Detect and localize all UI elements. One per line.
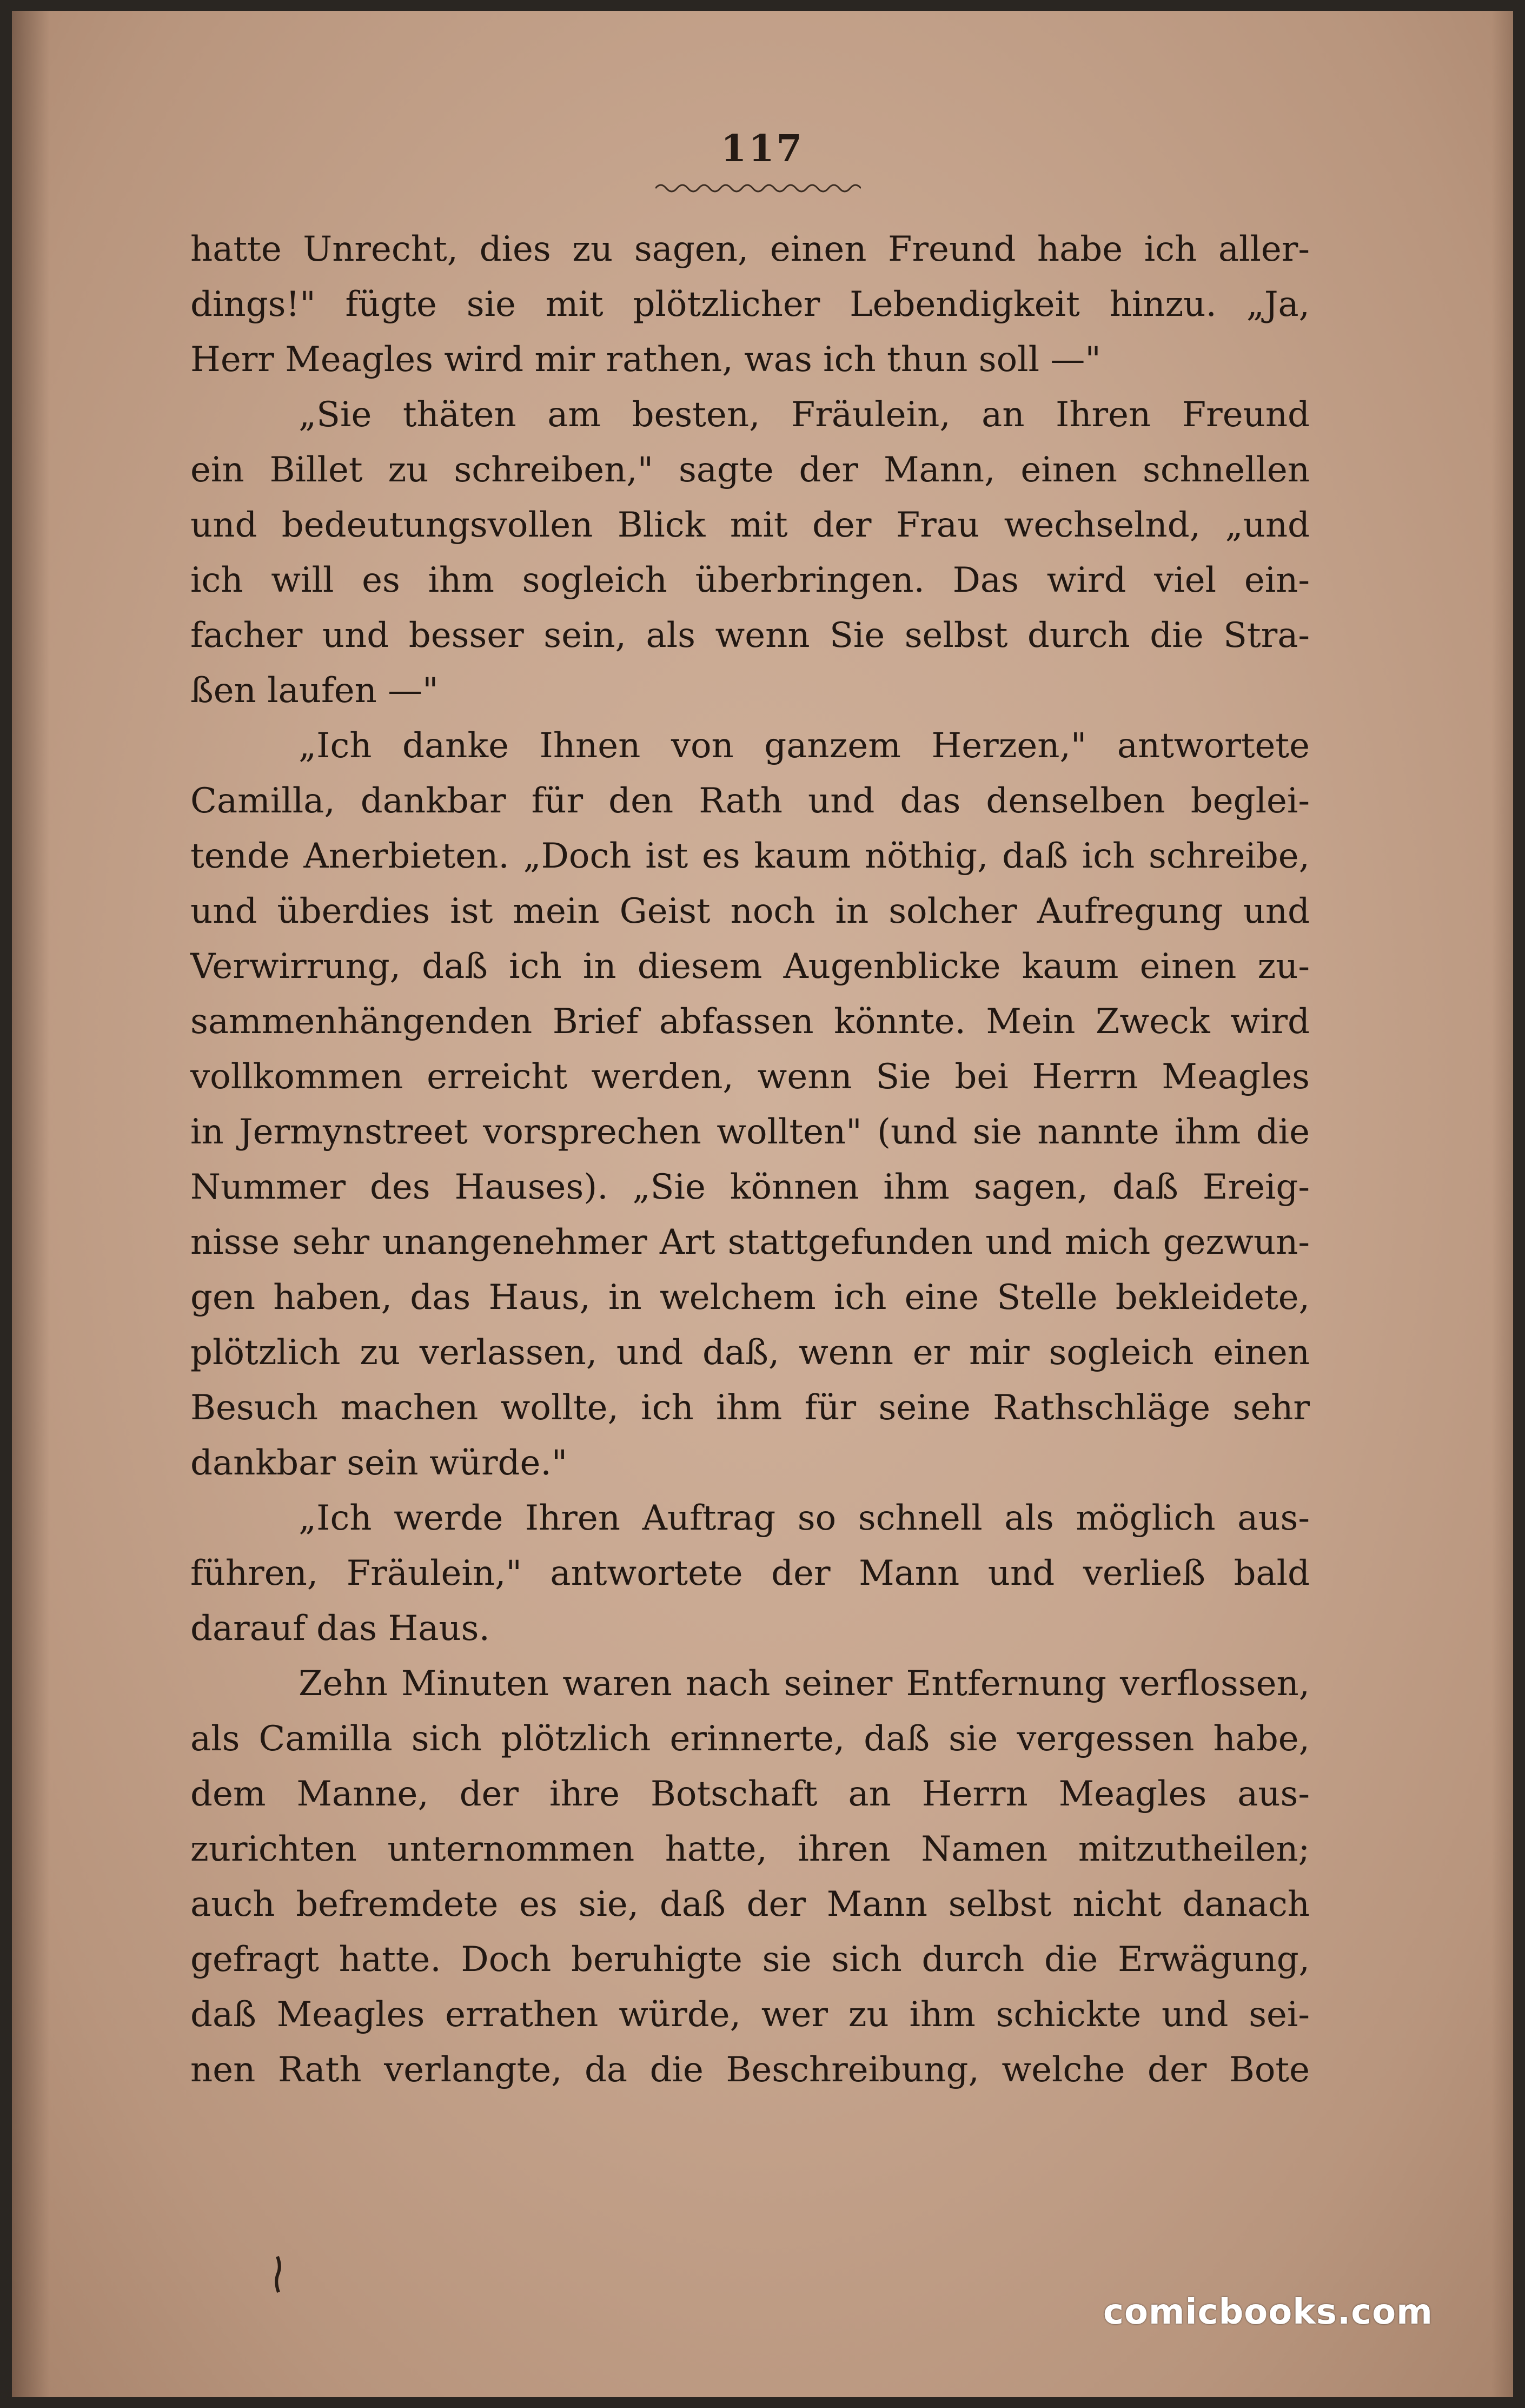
text-line: darauf das Haus. xyxy=(190,1609,490,1649)
text-line: ßen laufen —" xyxy=(190,671,439,711)
text-line: nisse sehr unangenehmer Art stattgefunden und mich gezwun- xyxy=(190,1222,1310,1262)
text-line: daß Meagles errathen würde, wer zu ihm schickte und sei- xyxy=(190,1995,1310,2035)
text-line: dem Manne, der ihre Botschaft an Herrn Meagles aus- xyxy=(190,1774,1310,1814)
text-line: Verwirrung, daß ich in diesem Augenblicke kaum einen zu- xyxy=(190,947,1310,987)
text-line: „Ich danke Ihnen von ganzem Herzen," antwortete xyxy=(299,726,1310,766)
text-line: „Sie thäten am besten, Fräulein, an Ihren Freund xyxy=(299,395,1310,435)
text-line: Nummer des Hauses). „Sie können ihm sagen, daß Ereig- xyxy=(190,1167,1310,1207)
text-line: gen haben, das Haus, in welchem ich eine Stelle bekleidete, xyxy=(190,1278,1310,1318)
text-line: „Ich werde Ihren Auftrag so schnell als möglich aus- xyxy=(299,1498,1310,1538)
ink-speck xyxy=(271,2255,283,2293)
text-line: auch befremdete es sie, daß der Mann selbst nicht danach xyxy=(190,1884,1310,1924)
text-line: facher und besser sein, als wenn Sie selbst durch die Stra- xyxy=(190,616,1310,656)
text-line: hatte Unrecht, dies zu sagen, einen Freund habe ich aller- xyxy=(190,229,1310,269)
text-line: als Camilla sich plötzlich erinnerte, daß sie vergessen habe, xyxy=(190,1719,1310,1759)
text-line: und überdies ist mein Geist noch in solcher Aufregung und xyxy=(190,891,1310,931)
text-line: dings!" fügte sie mit plötzlicher Lebendigkeit hinzu. „Ja, xyxy=(190,285,1310,325)
text-line: sammenhängenden Brief abfassen könnte. Mein Zweck wird xyxy=(190,1002,1310,1042)
text-line: Herr Meagles wird mir rathen, was ich thun soll —" xyxy=(190,340,1101,380)
book-page xyxy=(12,11,1513,2397)
text-line: Besuch machen wollte, ich ihm für seine Rathschläge sehr xyxy=(190,1388,1310,1428)
watermark-text: comicbooks.com xyxy=(1103,2292,1433,2332)
text-line: führen, Fräulein," antwortete der Mann und verließ bald xyxy=(190,1553,1310,1593)
text-line: ein Billet zu schreiben," sagte der Mann, einen schnellen xyxy=(190,450,1310,490)
wave-ornament xyxy=(655,178,861,195)
page-number: 117 xyxy=(721,127,804,170)
text-line: gefragt hatte. Doch beruhigte sie sich durch die Erwägung, xyxy=(190,1940,1310,1980)
text-line: dankbar sein würde." xyxy=(190,1443,568,1483)
text-line: ich will es ihm sogleich überbringen. Das wird viel ein- xyxy=(190,560,1310,600)
text-line: und bedeutungsvollen Blick mit der Frau wechselnd, „und xyxy=(190,505,1310,545)
text-line: zurichten unternommen hatte, ihren Namen mitzutheilen; xyxy=(190,1829,1310,1869)
body-text xyxy=(190,222,1310,2098)
text-line: tende Anerbieten. „Doch ist es kaum nöthig, daß ich schreibe, xyxy=(190,836,1310,876)
text-line: vollkommen erreicht werden, wenn Sie bei Herrn Meagles xyxy=(190,1057,1310,1097)
text-line: nen Rath verlangte, da die Beschreibung, welche der Bote xyxy=(190,2050,1310,2090)
text-line: Camilla, dankbar für den Rath und das denselben beglei- xyxy=(190,781,1310,821)
text-line: in Jermynstreet vorsprechen wollten" (und sie nannte ihm die xyxy=(190,1112,1310,1152)
text-line: Zehn Minuten waren nach seiner Entfernung verflossen, xyxy=(299,1664,1310,1704)
text-line: plötzlich zu verlassen, und daß, wenn er mir sogleich einen xyxy=(190,1333,1310,1373)
